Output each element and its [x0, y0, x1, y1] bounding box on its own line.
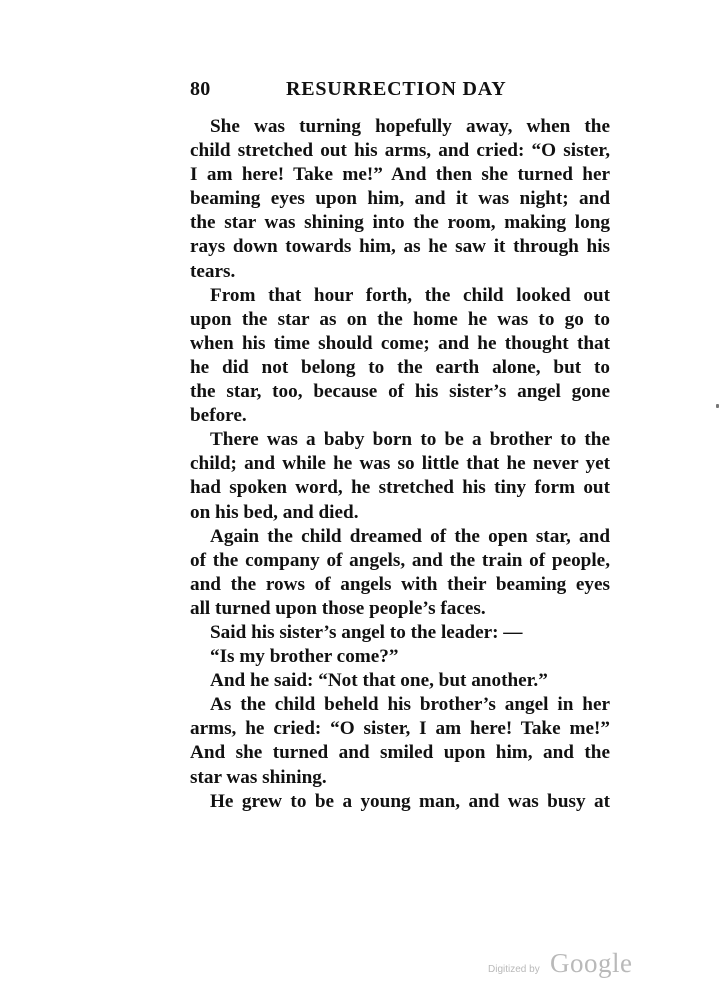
- text-line: the star, too, because of his sister’s angel gone: [190, 381, 610, 403]
- text-line: had spoken word, he stretched his tiny form out: [190, 477, 610, 499]
- body-text: [190, 115, 610, 814]
- text-line: of the company of angels, and the train of people,: [190, 549, 610, 571]
- text-line: And she turned and smiled upon him, and the: [190, 742, 610, 764]
- text-line: From that hour forth, the child looked out: [210, 284, 610, 306]
- scan-speck: [716, 404, 719, 408]
- text-line: star was shining.: [190, 766, 327, 788]
- text-line: all turned upon those people’s faces.: [190, 597, 486, 619]
- text-line: before.: [190, 405, 247, 427]
- text-line: child; and while he was so little that he never yet: [190, 453, 610, 475]
- text-line: upon the star as on the home he was to go to: [190, 308, 610, 330]
- watermark-prefix: Digitized by: [488, 964, 540, 975]
- text-line: the star was shining into the room, making long: [190, 212, 610, 234]
- watermark-brand: Google: [550, 948, 633, 978]
- text-line: She was turning hopefully away, when the: [210, 116, 610, 137]
- page-number: 80: [190, 78, 211, 100]
- text-line: Said his sister’s angel to the leader: —: [210, 621, 523, 643]
- running-title: RESURRECTION DAY: [286, 78, 507, 100]
- text-line: “Is my brother come?”: [210, 646, 399, 668]
- text-line: he did not belong to the earth alone, but to: [190, 356, 610, 378]
- text-line: tears.: [190, 260, 236, 282]
- text-line: on his bed, and died.: [190, 501, 359, 523]
- running-head: [190, 78, 610, 104]
- text-line: There was a baby born to be a brother to the: [210, 429, 610, 451]
- text-line: As the child beheld his brother’s angel in her: [210, 694, 610, 716]
- digitized-by-google-watermark: [488, 948, 648, 982]
- text-line: beaming eyes upon him, and it was night; and: [190, 188, 610, 210]
- text-line: child stretched out his arms, and cried: “O sister,: [190, 140, 610, 162]
- text-line: when his time should come; and he thought that: [190, 332, 610, 354]
- text-line: He grew to be a young man, and was busy at: [210, 790, 610, 812]
- text-line: rays down towards him, as he saw it through his: [190, 236, 610, 258]
- text-line: Again the child dreamed of the open star, and: [210, 525, 610, 547]
- text-line: and the rows of angels with their beaming eyes: [190, 573, 610, 595]
- text-line: And he said: “Not that one, but another.”: [210, 670, 548, 692]
- text-line: arms, he cried: “O sister, I am here! Take me!”: [190, 718, 610, 740]
- text-line: I am here! Take me!” And then she turned her: [190, 164, 610, 186]
